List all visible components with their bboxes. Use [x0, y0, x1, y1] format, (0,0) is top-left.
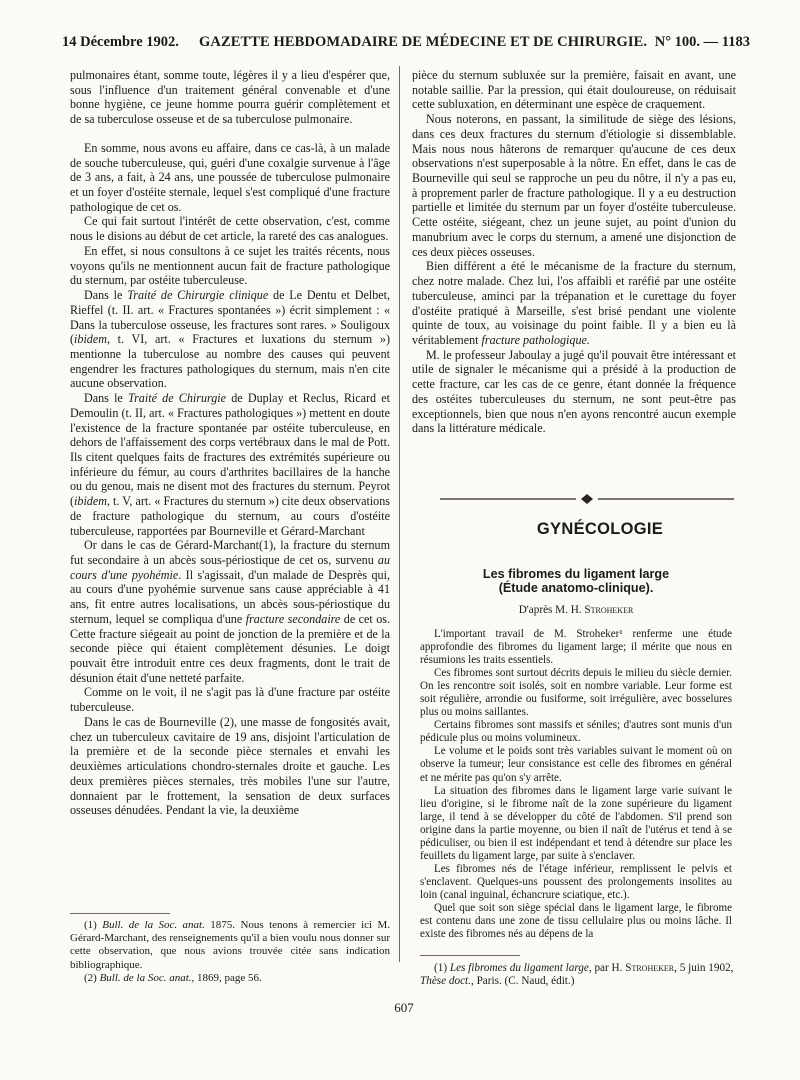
paragraph — [70, 391, 390, 538]
italic-run: fracture secondaire — [245, 611, 341, 626]
column-divider — [399, 66, 400, 962]
text-run: (1) — [84, 919, 103, 931]
italic-run: Thèse doct. — [420, 975, 471, 988]
footnote-rule-right — [420, 955, 520, 956]
paragraph: Ces fibromes sont surtout décrits depuis le milieu du siècle dernier. On les rencontre soit isolés, soit en nombre variable. Leur forme est soit régulière, arrondie ou fusiforme, soit irrégulière, avec bosselures plus ou moins saillantes. — [420, 667, 732, 719]
paragraph — [412, 259, 736, 347]
italic-run: Traité de Chirurgie — [128, 391, 227, 406]
italic-run: Bull. de la Soc. anat. — [99, 971, 192, 984]
italic-run: fracture pathologique. — [481, 332, 590, 347]
running-header — [62, 34, 750, 54]
paragraph: Les fibromes nés de l'étage inférieur, remplissent le pelvis et s'enclavent. Quelques-uns poussent des prolongements insolites au loin (canal inguinal, échancrure sciatique, etc.). — [420, 862, 732, 901]
paragraph: Dans le cas de Bourneville (2), une masse de fongosités avait, chez un tuberculeux cavitaire de 19 ans, disjoint l'articulation de la première et de la seconde pièce sternales et envahi les deuxièmes articulations chondro-sternales droite et gauche. Les deux premières pièces sternales, très mobiles l'une sur l'autre, donnaient par le frottement, la sensation de deux surfaces osseuses dénudées. Pendant la vie, la deuxième — [70, 714, 390, 818]
text-run: Bien différent a été le mécanisme de la fracture du sternum, chez notre malade. Chez lui, l'os affaibli et raréfié par une ostéite tuberculeuse, aminci par la trépanation et le curettage du foyer d'ostéite pratiqué à Marseille, s'est brisé pendant une violente quinte de toux, au voisinage du point faible. Il y a bien eu là véritablement — [412, 259, 736, 347]
article-title — [420, 567, 732, 595]
text-run: de Le Dentu et Delbet, Rieffel (t. II. art. « Fractures spontanées ») écrit simplement : « Dans la tuberculose osseuse, les fractures sont rares. » Souligoux ( — [70, 288, 390, 347]
italic-run: Traité de Chirurgie clinique — [127, 288, 269, 303]
header-date: 14 Décembre 1902. — [62, 34, 179, 50]
italic-run: au cours d'une pyohémie — [70, 553, 390, 582]
text-run: (2) — [84, 971, 100, 984]
article-byline — [420, 604, 732, 616]
author-name: Stroheker — [584, 604, 634, 616]
text-run: , Paris. (C. Naud, édit.) — [470, 975, 575, 988]
footnote — [70, 919, 390, 972]
footnote — [420, 962, 736, 989]
paragraph: En somme, nous avons eu affaire, dans ce cas-là, à un malade de souche tuberculeuse, qui, guéri d'une coxalgie survenue à l'âge de 3 ans, a fait, à 24 ans, une poussée de tuberculose pulmonaire et un foyer d'ostéite sternale, lequel s'est compliqué d'une fracture pathologique de cet os. — [70, 140, 390, 214]
paragraph: Quel que soit son siège spécial dans le ligament large, le fibrome est contenu dans une zone de tissu cellulaire plus ou moins lâche. Il existe des fibromes nés au dépens de la — [420, 901, 732, 941]
right-column — [412, 68, 736, 436]
text-run: , 1869, page 56. — [191, 971, 262, 984]
text-run: Dans le — [84, 391, 129, 406]
page-number: 607 — [394, 1000, 414, 1015]
text-run: , par H. — [588, 962, 626, 974]
italic-run: Bull. de la Soc. anat. — [102, 919, 205, 931]
text-run: , t. V, art. « Fractures du sternum ») cite deux observations de fracture pathologique du sternum, au cours d'ostéite tuberculeuse, rapportées par Bourneville et Gérard-Marchant — [70, 494, 390, 538]
text-run: 1875. Nous tenons à remercier ici M. Gérard-Marchant, des renseignements qu'il a bien voulu nous donner sur cette observation, que nous avions trouvée citée sans indication bibliographique. — [70, 919, 391, 971]
italic-run: ibidem — [74, 494, 107, 509]
italic-run: Les fibromes du ligament large — [449, 962, 589, 974]
paragraph — [70, 538, 390, 685]
footnote-rule-left — [70, 913, 170, 914]
paragraph: Le volume et le poids sont très variables suivant le moment où on observe la tumeur; leur consistance est celle des fibromes en général et ne mérite pas qu'on s'y arrête. — [420, 745, 732, 784]
text-run: Stroheker — [625, 962, 675, 974]
paragraph: pulmonaires étant, somme toute, légères il y a lieu d'espérer que, sous l'influence d'un traitement général convenable et d'une bonne hygiène, ce jeune homme pourra guérir complètement et de sa tuberculose osseuse et de sa tuberculose pulmonaire. — [70, 68, 390, 127]
text-run: Or dans le cas de Gérard-Marchant(1), la fracture du sternum fut secondaire à un abcès sous-périostique de cet os, survenu — [70, 538, 390, 567]
text-run: Dans le — [84, 288, 128, 303]
header-issue-number: N° 100. — 1183 — [654, 34, 750, 50]
paragraph: M. le professeur Jaboulay a jugé qu'il pouvait être intéressant et utile de signaler le mécanisme qui a présidé à la production de cette fracture, car les cas de ce genre, étant donnée la fréquence des ostéites tuberculeuses du sternum, ne sont peut-être pas exceptionnels, bien que nous n'en ayons rencontré aucun exemple dans la littérature médicale. — [412, 347, 736, 436]
paragraph: L'important travail de M. Stroheker¹ renferme une étude approfondie des fibromes du ligament large; il mérite que nous en résumions les traits essentiels. — [420, 628, 732, 667]
paragraph: pièce du sternum subluxée sur la première, faisait en avant, une notable saillie. Par la pression, qui était douloureuse, on réduisait cette subluxation, en déterminant une espèce de craquement. — [412, 68, 736, 112]
text-run: (1) — [434, 962, 450, 974]
paragraph: Comme on le voit, il ne s'agit pas là d'une fracture par ostéite tuberculeuse. — [70, 685, 390, 715]
text-run: , t. VI, art. « Fractures et luxations du sternum ») mentionne la tuberculose au nombre des causes qui peuvent engendrer les fractures pathologiques du sternum, mais n'en cite aucune observation. — [70, 332, 390, 391]
article-title-line: (Étude anatomo-clinique). — [498, 581, 654, 595]
section-heading: GYNÉCOLOGIE — [536, 520, 664, 538]
ornament-divider — [440, 493, 734, 505]
footnotes-left — [70, 919, 390, 985]
article-body — [420, 628, 732, 941]
left-column — [70, 68, 390, 818]
text-run: , 5 juin 1902, — [674, 962, 734, 974]
article-title-line: Les fibromes du ligament large — [482, 567, 670, 581]
paragraph: En effet, si nous consultons à ce sujet les traités récents, nous voyons qu'ils ne mentionnent aucun fait de fracture pathologique du sternum, par ostéite tuberculeuse. — [70, 243, 390, 288]
text-run: de cet os. Cette fracture siégeait au point de jonction de la première et de la seconde pièce qui étaient complètement désunies. Le doigt pouvait être introduit entre ces deux fragments, dont le trait de désunion était d'une netteté parfaite. — [70, 611, 391, 685]
paragraph: Certains fibromes sont massifs et séniles; d'autres sont munis d'un pédicule plus ou moins volumineux. — [420, 719, 732, 745]
paragraph: Nous noterons, en passant, la similitude de siège des lésions, dans ces deux fractures du sternum d'étiologie si dissemblable. Mais nous nous hâterons de remarquer qu'aucune de ces deux observations n'est superposable à la nôtre. En effet, dans le cas de Bourneville qui seul se rapproche un peu du nôtre, il n'y a pas eu, à proprement parler de fracture pathologique. Il y a eu destruction partielle et limitée du sternum par un foyer d'ostéite tuberculeuse. Cette ostéite, siégeant, chez un jeune sujet, au point d'union du manubrium avec le corps du sternum, a amené une disjonction de ces deux pièces osseuses. — [412, 112, 736, 259]
italic-run: ibidem — [74, 332, 107, 347]
footnote — [70, 972, 390, 985]
text-run: de Duplay et Reclus, Ricard et Demoulin (t. II, art. « Fractures pathologiques ») mettent en doute l'existence de la fracture spontanée par ostéite tuberculeuse, en dehors de l'affaissement des corps vertébraux dans le mal de Pott. Ils citent quelques faits de fractures des extrémités supérieure ou inférieure du fémur, au cours d'arthrites bacillaires de la hanche ou du genou, mais ne disent mot des fractures du sternum. Peyrot ( — [70, 391, 390, 509]
paragraph — [70, 288, 390, 391]
header-journal-title: GAZETTE HEBDOMADAIRE DE MÉDECINE ET DE CHIRURGIE. — [199, 34, 648, 50]
text-run: D'après M. H. — [518, 604, 585, 616]
paragraph: La situation des fibromes dans le ligament large varie suivant le lieu d'origine, si le fibrome naît de la zone supérieure du ligament large, il tend à se développer du côté de l'abdomen. S'il prend son origine dans la partie moyenne, ou bien il naît de l'utérus et tend à se pédiculiser, ou bien il est indépendant et tend à détendre sur place les feuillets du ligament large, par suite à s'enclaver. — [420, 784, 732, 862]
text-run: . Il s'agissait, d'un malade de Desprès qui, au cours d'une pyohémie survenue sans cause appréciable à 41 ans, fit entre autres localisations, un abcès sous-périostique du sternum, lequel se compliqua d'une — [70, 567, 390, 626]
paragraph: Ce qui fait surtout l'intérêt de cette observation, c'est, comme nous le disions au début de cet article, la rareté des cas analogues. — [70, 214, 390, 244]
footnotes-right — [420, 962, 736, 989]
